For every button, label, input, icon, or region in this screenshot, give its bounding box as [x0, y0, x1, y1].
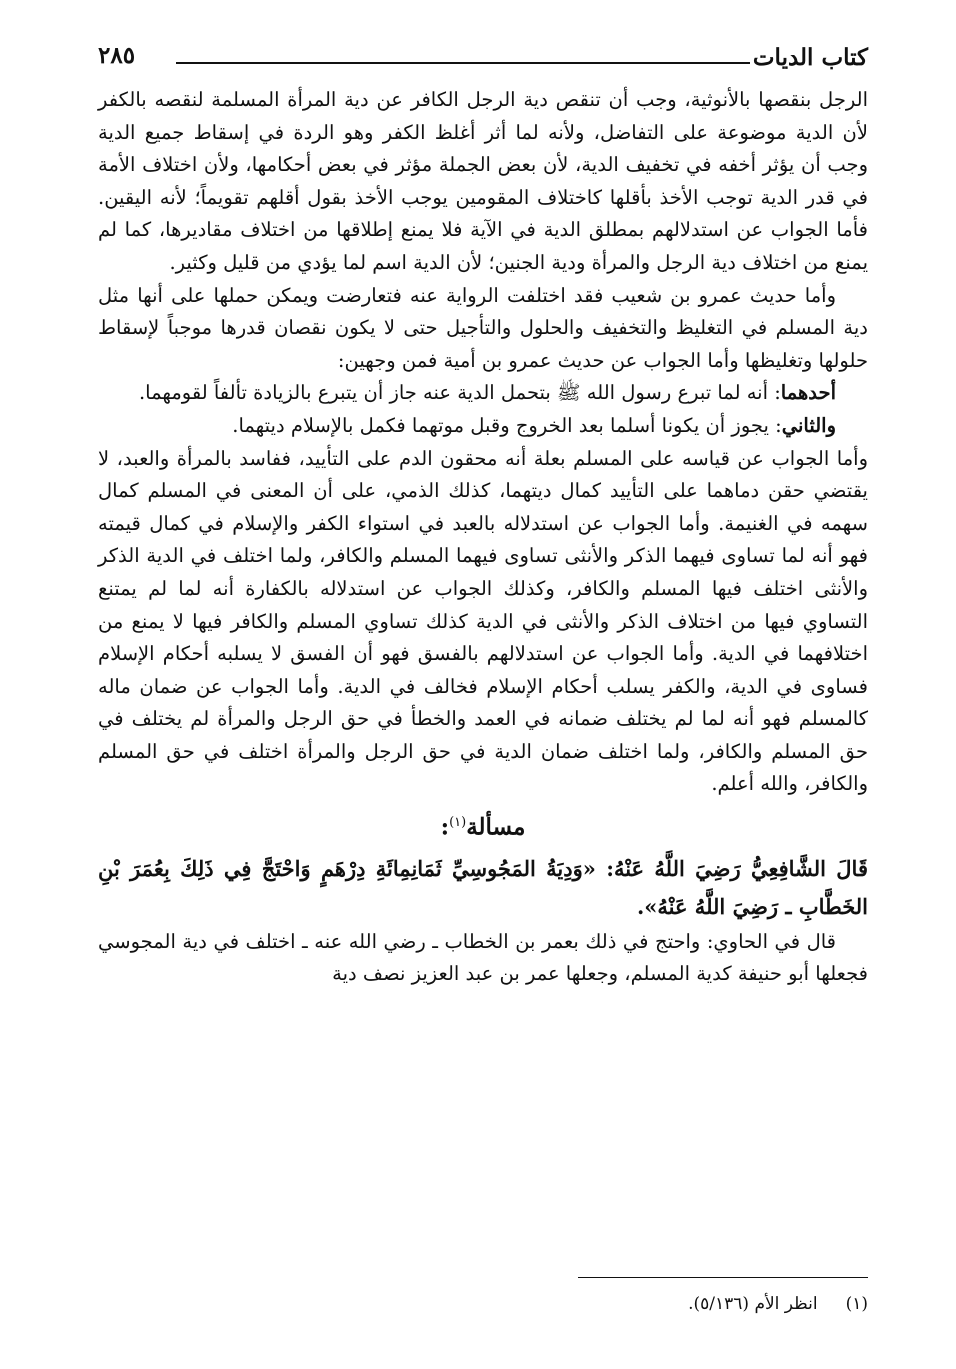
hawi-commentary: قال في الحاوي: واحتج في ذلك بعمر بن الخطاب ـ رضي الله عنه ـ اختلف في دية المجوسي فجعلها أبو حنيفة كدية المسلم، وجعلها عمر بن عبد العزيز نصف دية	[98, 929, 868, 986]
point-second-text: : يجوز أن يكونا أسلما بعد الخروج وقبل موتهما فكمل بالإسلام ديتهما.	[232, 413, 782, 437]
running-header	[98, 40, 868, 80]
footnote-text: انظر الأم (٥/١٣٦).	[688, 1294, 818, 1314]
point-first-text: : أنه لما تبرع رسول الله ﷺ بتحمل الدية عنه جاز أن يتبرع بالزيادة تألفاً لقومهما.	[138, 381, 781, 405]
page-number: ٢٨٥	[98, 42, 136, 69]
paragraph-responses: وأما الجواب عن قياسه على المسلم بعلة أنه محقون الدم على التأييد، ففاسد بالمرأة والعبد، لا يقتضي حقن دماهما على التأييد كمال ديتهما، كذلك الذمي، على أن المعنى في المسلم كمال سهمه في الغنيمة. وأما الجواب عن استدلاله بالعبد في استواء الكفر والإسلام في كمال قيمته فهو أنه لما تساوى فيهما الذكر والأنثى تساوى فيهما المسلم والكافر، ولما اختلف في الدية الذكر والأنثى اختلف فيها المسلم والكافر، وكذلك الجواب عن استدلاله بالكفارة أنه لما لم يمتنع التساوي فيها من اختلاف الذكر والأنثى في الدية كذلك تساوي المسلم والكافر فيها لا يمنع من اختلافهما في الدية. وأما الجواب عن استدلالهم بالفسق فهو أن الفسق لا يسلبه أحكام الإسلام فساوى في الدية، والكفر يسلب أحكام الإسلام فخالف في الدية. وأما الجواب عن ضمان ماله كالمسلم فهو أنه لما لم يختلف ضمانه في العمد والخطأ في حق الرجل والمرأة لم يختلف في حق المسلم والكافر، ولما اختلف ضمان الدية في حق الرجل والمرأة اختلف في حق المسلم والكافر، والله أعلم.	[98, 446, 868, 796]
point-second	[98, 410, 868, 443]
point-first	[98, 377, 868, 410]
header-rule	[176, 62, 750, 64]
point-first-label: أحدهما	[780, 381, 836, 405]
paragraph-continued: الرجل بنقصها بالأنوثية، وجب أن تنقص دية الرجل الكافر عن دية المرأة المسلمة لنقصه بالكفر لأن الدية موضوعة على التفاضل، ولأنه لما أثر أغلظ الكفر وهو الردة في إسقاط جميع الدية وجب أن يؤثر أخفه في تخفيف الدية، لأن بعض الجملة مؤثر في بعض أحكامها، ولأن اختلاف الأمة في قدر الدية توجب الأخذ بأقلها كاختلاف المقومين يوجب الأخذ بقول أقلهم تقويماً؛ لأنه اليقين. فأما الجواب عن استدلالهم بمطلق الدية في الآية فلا يمنع إطلاقها من اختلاف مقاديرها، كما لم يمنع من اختلاف دية الرجل والمرأة ودية الجنين؛ لأن الدية اسم لما يؤدي من قليل وكثير.	[98, 88, 868, 274]
shafii-quote: قَالَ الشَّافِعِيُّ رَضِيَ اللَّهُ عَنْهُ: «وَدِيَةُ المَجُوسِيِّ ثَمَانِمِائَةِ دِرْهَمٍ وَاحْتَجَّ فِي ذَلِكَ بِعُمَرَ بْنِ الخَطَّابِ ـ رَضِيَ اللَّهُ عَنْهُ».	[98, 855, 868, 919]
section-heading-colon: :	[440, 813, 450, 841]
section-heading-word: مسألة	[466, 813, 526, 841]
point-second-label: والثاني	[781, 413, 836, 437]
footnote-ref: (١)	[449, 815, 467, 831]
chapter-title: كتاب الديات	[752, 44, 868, 71]
paragraph-amr-hadith: وأما حديث عمرو بن شعيب فقد اختلفت الرواية عنه فتعارضت ويمكن حملها على أنها مثل دية المسلم في التغليظ والتخفيف والحلول والتأجيل حتى لا يكون نقصان قدرها موجباً لإسقاط حلولها وتغليظها وأما الجواب عن حديث عمرو بن أمية فمن وجهين:	[98, 283, 868, 372]
section-heading	[98, 801, 868, 850]
footnote-number: (١)	[845, 1294, 868, 1314]
footnote	[98, 1290, 868, 1318]
footnote-rule	[578, 1277, 868, 1278]
main-text	[98, 84, 868, 991]
